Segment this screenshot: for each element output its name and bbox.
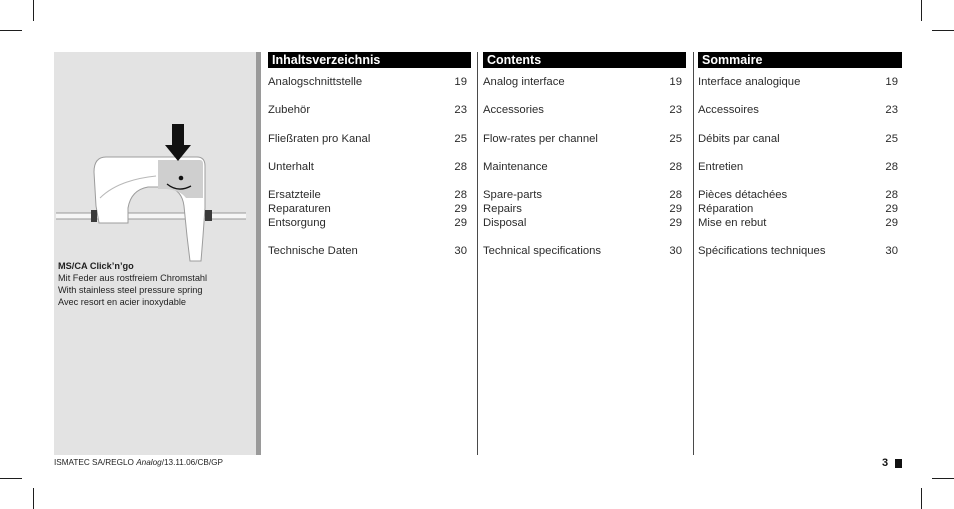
toc-entry-page: 28 bbox=[669, 160, 682, 173]
toc-entry-page: 28 bbox=[885, 189, 898, 202]
tube-stopper-right bbox=[205, 210, 212, 221]
toc-entry-label: Repairs bbox=[483, 203, 522, 216]
toc-entry bbox=[268, 160, 471, 174]
toc-entry-page: 23 bbox=[454, 104, 467, 117]
toc-entry-label: Unterhalt bbox=[268, 160, 314, 173]
toc-entry-label: Mise en rebut bbox=[698, 217, 767, 230]
toc-entry bbox=[483, 75, 686, 89]
caption-line: Mit Feder aus rostfreiem Chromstahl bbox=[58, 273, 208, 283]
toc-column-english bbox=[483, 52, 686, 455]
toc-heading: Sommaire bbox=[698, 52, 902, 68]
footer-doc-id bbox=[54, 457, 223, 469]
toc-entry-list bbox=[268, 75, 471, 258]
footer-doc-id-italic: Analog bbox=[136, 458, 162, 467]
toc-entry-page: 19 bbox=[669, 76, 682, 88]
tubing bbox=[56, 213, 246, 219]
toc-entry-page: 28 bbox=[454, 160, 467, 173]
toc-entry bbox=[698, 202, 902, 216]
caption-line: With stainless steel pressure spring bbox=[58, 285, 203, 295]
toc-entry-page: 29 bbox=[885, 217, 898, 230]
toc-entry-page: 29 bbox=[454, 203, 467, 216]
toc-entry bbox=[483, 244, 686, 258]
toc-heading: Inhaltsverzeichnis bbox=[268, 52, 471, 68]
toc-entry-page: 29 bbox=[454, 217, 467, 230]
toc-entry-page: 19 bbox=[885, 76, 898, 88]
toc-entry-label: Spare-parts bbox=[483, 189, 543, 202]
toc-column-german bbox=[268, 52, 471, 455]
toc-entry-page: 19 bbox=[454, 76, 467, 88]
column-divider bbox=[693, 52, 694, 455]
toc-entry-page: 29 bbox=[669, 203, 682, 216]
toc-entry-list bbox=[483, 75, 686, 258]
toc-entry-page: 25 bbox=[669, 132, 682, 145]
toc-entry-label: Technische Daten bbox=[268, 245, 358, 258]
crop-mark bbox=[932, 30, 954, 31]
toc-entry bbox=[698, 75, 902, 89]
toc-entry-label: Disposal bbox=[483, 217, 527, 230]
toc-entry-label: Reparaturen bbox=[268, 203, 331, 216]
toc-heading: Contents bbox=[483, 52, 686, 68]
crop-mark bbox=[932, 478, 954, 479]
toc-entry-label: Analog interface bbox=[483, 76, 565, 88]
toc-entry-label: Interface analogique bbox=[698, 76, 801, 88]
toc-entry-label: Accessories bbox=[483, 104, 544, 117]
page-marker bbox=[895, 459, 902, 468]
toc-entry-label: Débits par canal bbox=[698, 132, 780, 145]
toc-entry-label: Ersatzteile bbox=[268, 189, 321, 202]
crop-mark bbox=[33, 0, 34, 21]
toc-entry bbox=[268, 202, 471, 216]
footer-doc-id-suffix: /13.11.06/CB/GP bbox=[161, 458, 223, 467]
caption-line: Avec resort en acier inoxydable bbox=[58, 297, 187, 307]
cassette-illustration bbox=[54, 110, 256, 265]
toc-entry bbox=[268, 216, 471, 230]
toc-entry-page: 28 bbox=[885, 160, 898, 173]
column-divider bbox=[477, 52, 478, 455]
toc-entry-label: Flow-rates per channel bbox=[483, 132, 598, 145]
toc-entry-label: Fließraten pro Kanal bbox=[268, 132, 371, 145]
toc-entry-label: Analogschnittstelle bbox=[268, 76, 363, 88]
toc-entry bbox=[698, 160, 902, 174]
toc-entry bbox=[483, 202, 686, 216]
toc-entry bbox=[268, 132, 471, 146]
toc-entry-label: Entsorgung bbox=[268, 217, 326, 230]
toc-entry bbox=[698, 244, 902, 258]
toc-entry-page: 29 bbox=[669, 217, 682, 230]
toc-entry-page: 30 bbox=[669, 245, 682, 258]
page-number: 3 bbox=[882, 457, 889, 469]
toc-entry-label: Technical specifications bbox=[483, 245, 602, 258]
toc-entry-page: 29 bbox=[885, 203, 898, 216]
crop-mark bbox=[921, 488, 922, 509]
toc-entry-label: Pièces détachées bbox=[698, 189, 788, 202]
toc-entry-label: Zubehör bbox=[268, 104, 311, 117]
toc-entry bbox=[268, 103, 471, 117]
toc-entry-page: 25 bbox=[454, 132, 467, 145]
toc-entry-list bbox=[698, 75, 902, 258]
toc-entry-page: 28 bbox=[454, 189, 467, 202]
toc-entry bbox=[483, 188, 686, 202]
toc-entry bbox=[268, 244, 471, 258]
toc-entry bbox=[268, 188, 471, 202]
toc-entry-page: 30 bbox=[885, 245, 898, 258]
tube-stopper-left bbox=[91, 210, 97, 222]
toc-entry bbox=[698, 188, 902, 202]
illustration-caption bbox=[58, 260, 207, 308]
toc-entry-label: Accessoires bbox=[698, 104, 759, 117]
toc-entry-page: 23 bbox=[885, 104, 898, 117]
panel-edge-bar bbox=[256, 52, 261, 455]
toc-entry-label: Réparation bbox=[698, 203, 754, 216]
toc-entry bbox=[268, 75, 471, 89]
toc-entry-page: 25 bbox=[885, 132, 898, 145]
toc-entry bbox=[483, 216, 686, 230]
crop-mark bbox=[33, 488, 34, 509]
toc-entry-label: Entretien bbox=[698, 160, 744, 173]
crop-mark bbox=[0, 478, 22, 479]
toc-entry-page: 28 bbox=[669, 189, 682, 202]
toc-entry bbox=[698, 216, 902, 230]
crop-mark bbox=[0, 30, 22, 31]
toc-entry bbox=[483, 132, 686, 146]
toc-entry-label: Spécifications techniques bbox=[698, 245, 826, 258]
toc-entry bbox=[483, 103, 686, 117]
toc-entry-page: 23 bbox=[669, 104, 682, 117]
toc-entry-label: Maintenance bbox=[483, 160, 548, 173]
toc-entry bbox=[483, 160, 686, 174]
toc-entry-page: 30 bbox=[454, 245, 467, 258]
crop-mark bbox=[921, 0, 922, 21]
toc-entry bbox=[698, 103, 902, 117]
indicator-arrow bbox=[165, 124, 191, 161]
pressure-pin bbox=[179, 176, 184, 181]
toc-entry bbox=[698, 132, 902, 146]
caption-title: MS/CA Click’n’go bbox=[58, 261, 134, 271]
footer-doc-id-prefix: ISMATEC SA/REGLO bbox=[54, 458, 137, 467]
toc-column-french bbox=[698, 52, 902, 455]
